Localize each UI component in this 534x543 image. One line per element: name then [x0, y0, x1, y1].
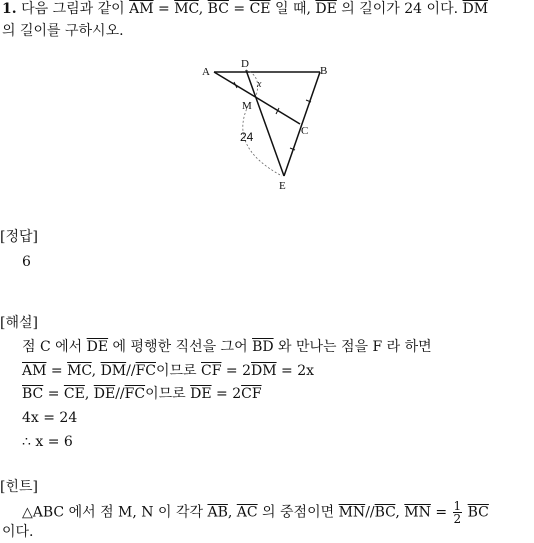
- text-run: ,: [227, 504, 237, 521]
- text-run: = 2: [221, 363, 252, 379]
- segment-name: $\overline{DE}$: [190, 386, 212, 402]
- hint-text-1b: [468, 505, 489, 521]
- segment-name: $\overline{AB}$: [207, 504, 228, 521]
- segment-name: $\overline{BC}$: [22, 386, 44, 402]
- fraction-denominator: 2: [453, 512, 462, 526]
- text-run: 와 만나는 점을 F 라 하면: [273, 339, 432, 355]
- segment-be: [284, 72, 320, 176]
- text-run: //: [115, 386, 125, 402]
- label-m: M: [242, 100, 252, 112]
- text-run: ,: [91, 363, 101, 379]
- solution-line-5: ∴ x = 6: [22, 434, 73, 450]
- text-run: 이므로: [145, 386, 191, 402]
- text-run: =: [228, 1, 250, 17]
- text-run: =: [46, 363, 68, 379]
- segment-name: $\overline{BC}$: [374, 504, 396, 521]
- text-run: //: [126, 363, 136, 379]
- text-run: //: [365, 504, 375, 521]
- hint-text-1a: [22, 505, 452, 521]
- segment-name: $\overline{DE}$: [93, 386, 116, 402]
- segment-name: $\overline{DM}$: [462, 1, 489, 17]
- segment-name: $\overline{AM}$: [22, 363, 47, 379]
- segment-name: $\overline{CE}$: [63, 386, 85, 402]
- text-run: 의 중점이면: [257, 504, 339, 521]
- segment-name: $\overline{DM}$: [251, 363, 277, 379]
- label-c: C: [301, 125, 309, 137]
- segment-name: $\overline{BD}$: [252, 339, 274, 355]
- text-run: =: [153, 1, 175, 17]
- segment-name: $\overline{MN}$: [404, 504, 431, 521]
- hint-line-1: [22, 500, 489, 525]
- text-run: 의 길이가 24 이다.: [336, 1, 463, 17]
- text-run: ,: [198, 1, 208, 17]
- text-run: = 2x: [276, 363, 315, 379]
- segment-name: $\overline{CE}$: [249, 1, 271, 17]
- solution-line-2: [22, 362, 314, 380]
- label-e: E: [279, 180, 286, 192]
- segment-name: $\overline{FC}$: [124, 386, 146, 402]
- segment-name: $\overline{CF}$: [241, 386, 262, 402]
- segment-name: $\overline{MN}$: [338, 504, 366, 521]
- segment-name: $\overline{CF}$: [201, 363, 222, 379]
- solution-header: [해설]: [0, 315, 38, 331]
- text-run: 이므로: [156, 363, 202, 379]
- label-d: D: [241, 58, 249, 70]
- answer-header: [정답]: [0, 229, 38, 245]
- answer-value: 6: [22, 254, 31, 270]
- text-run: =: [430, 504, 452, 521]
- hint-line-2: 이다.: [2, 524, 34, 540]
- text-run: 점 C 에서: [22, 339, 87, 355]
- segment-name: $\overline{DE}$: [315, 1, 337, 17]
- text-run: △ABC 에서 점 M, N 이 각각: [22, 504, 208, 521]
- segment-name: $\overline{BC}$: [207, 1, 229, 17]
- fraction-numerator: 1: [453, 499, 462, 513]
- segment-name: $\overline{MC}$: [67, 363, 92, 379]
- text-run: 다음 그림과 같이: [21, 1, 130, 17]
- label-x: x: [257, 79, 262, 90]
- problem-line-1: [2, 0, 488, 18]
- text-run: ,: [84, 386, 94, 402]
- text-run: = 2: [211, 386, 242, 402]
- hint-header: [힌트]: [0, 479, 38, 495]
- solution-line-4: 4x = 24: [22, 410, 78, 426]
- label-length: 24: [240, 130, 254, 144]
- segment-de: [246, 70, 284, 176]
- problem-number: 1.: [2, 1, 17, 17]
- problem-text-1: [21, 1, 488, 17]
- segment-name: $\overline{BC}$: [467, 504, 489, 521]
- label-a: A: [202, 66, 210, 78]
- solution-line-1: [22, 338, 432, 356]
- segment-name: $\overline{AC}$: [236, 504, 258, 521]
- text-run: ,: [395, 504, 405, 521]
- text-run: =: [43, 386, 64, 402]
- geometry-figure: [196, 56, 336, 196]
- segment-name: $\overline{DM}$: [100, 363, 127, 379]
- fraction-half: [453, 500, 463, 525]
- segment-name: $\overline{FC}$: [135, 363, 156, 379]
- text-run: 에 평행한 직선을 그어: [108, 339, 253, 355]
- solution-line-3: [22, 385, 262, 403]
- label-b: B: [320, 65, 328, 77]
- text-run: 일 때,: [270, 1, 316, 17]
- segment-name: $\overline{MC}$: [174, 1, 199, 17]
- problem-line-2: 의 길이를 구하시오.: [2, 23, 124, 39]
- segment-name: $\overline{AM}$: [129, 1, 154, 17]
- segment-name: $\overline{DE}$: [86, 339, 109, 355]
